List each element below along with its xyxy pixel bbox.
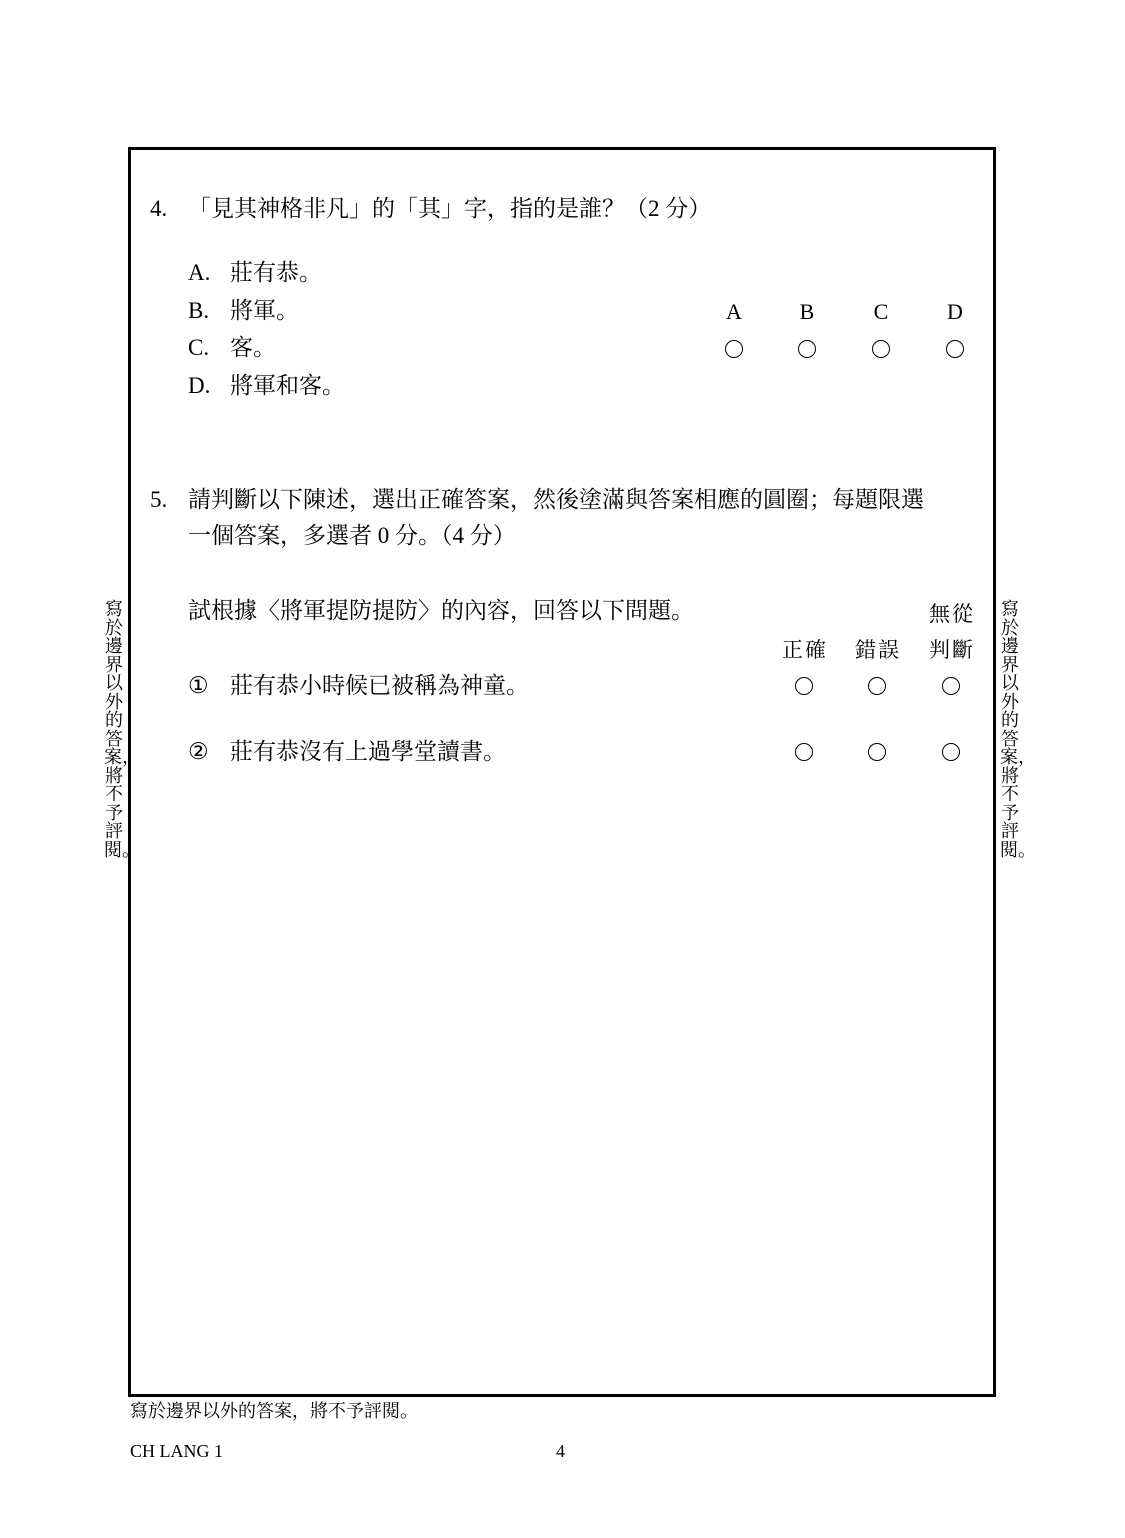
q5-s1-bubble-cannot[interactable] [942, 677, 960, 695]
option-letter: C. [188, 335, 210, 360]
q4-header-d: D [947, 299, 963, 324]
statement-text: 莊有恭沒有上過學堂讀書。 [230, 739, 506, 764]
q4-bubble-c[interactable] [872, 340, 890, 358]
right-margin-note: 寫於邊界以外的答案，將不予評閱。 [1000, 599, 1036, 860]
statement-marker: ② [188, 739, 209, 764]
q5-s2-bubble-false[interactable] [868, 743, 886, 761]
q4-option-a [188, 258, 322, 288]
q5-statement-1 [188, 671, 529, 701]
q5-s1-bubble-true[interactable] [795, 677, 813, 695]
option-text: 將軍和客。 [230, 373, 345, 398]
q5-header-cannot-top: 無從 [929, 602, 975, 626]
q5-number: 5. [150, 487, 168, 512]
option-letter: D. [188, 373, 211, 398]
q5-stem-line2: 一個答案，多選者 0 分。（4 分） [188, 523, 516, 548]
q4-option-d [188, 371, 345, 401]
paper-code: CH LANG 1 [130, 1441, 223, 1461]
option-text: 莊有恭。 [230, 260, 322, 285]
q4-header-b: B [799, 299, 815, 324]
q5-header-true: 正確 [782, 638, 828, 662]
left-margin-note: 寫於邊界以外的答案，將不予評閱。 [104, 599, 140, 860]
option-text: 客。 [230, 335, 276, 360]
q4-header-a: A [726, 299, 742, 324]
option-letter: B. [188, 298, 210, 323]
q5-s1-bubble-false[interactable] [868, 677, 886, 695]
q4-number: 4. [150, 196, 168, 221]
option-letter: A. [188, 260, 211, 285]
q5-s2-bubble-cannot[interactable] [942, 743, 960, 761]
q5-header-cannot-bottom: 判斷 [929, 638, 975, 662]
q4-bubble-a[interactable] [725, 340, 743, 358]
statement-marker: ① [188, 673, 209, 698]
q4-option-c [188, 333, 276, 363]
q4-header-c: C [873, 299, 889, 324]
q5-instruction: 試根據〈將軍提防提防〉的內容，回答以下問題。 [188, 598, 694, 623]
footer-note: 寫於邊界以外的答案，將不予評閱。 [130, 1401, 418, 1421]
q4-stem: 「見其神格非凡」的「其」字，指的是誰？（2 分） [188, 196, 712, 221]
q4-bubble-b[interactable] [798, 340, 816, 358]
q5-statement-2 [188, 737, 506, 767]
q5-header-false: 錯誤 [855, 638, 901, 662]
q4-bubble-d[interactable] [946, 340, 964, 358]
q4-option-b [188, 296, 299, 326]
q5-stem-line1: 請判斷以下陳述，選出正確答案，然後塗滿與答案相應的圓圈；每題限選 [188, 487, 924, 512]
page-number: 4 [556, 1441, 565, 1461]
q5-s2-bubble-true[interactable] [795, 743, 813, 761]
statement-text: 莊有恭小時候已被稱為神童。 [230, 673, 529, 698]
option-text: 將軍。 [230, 298, 299, 323]
